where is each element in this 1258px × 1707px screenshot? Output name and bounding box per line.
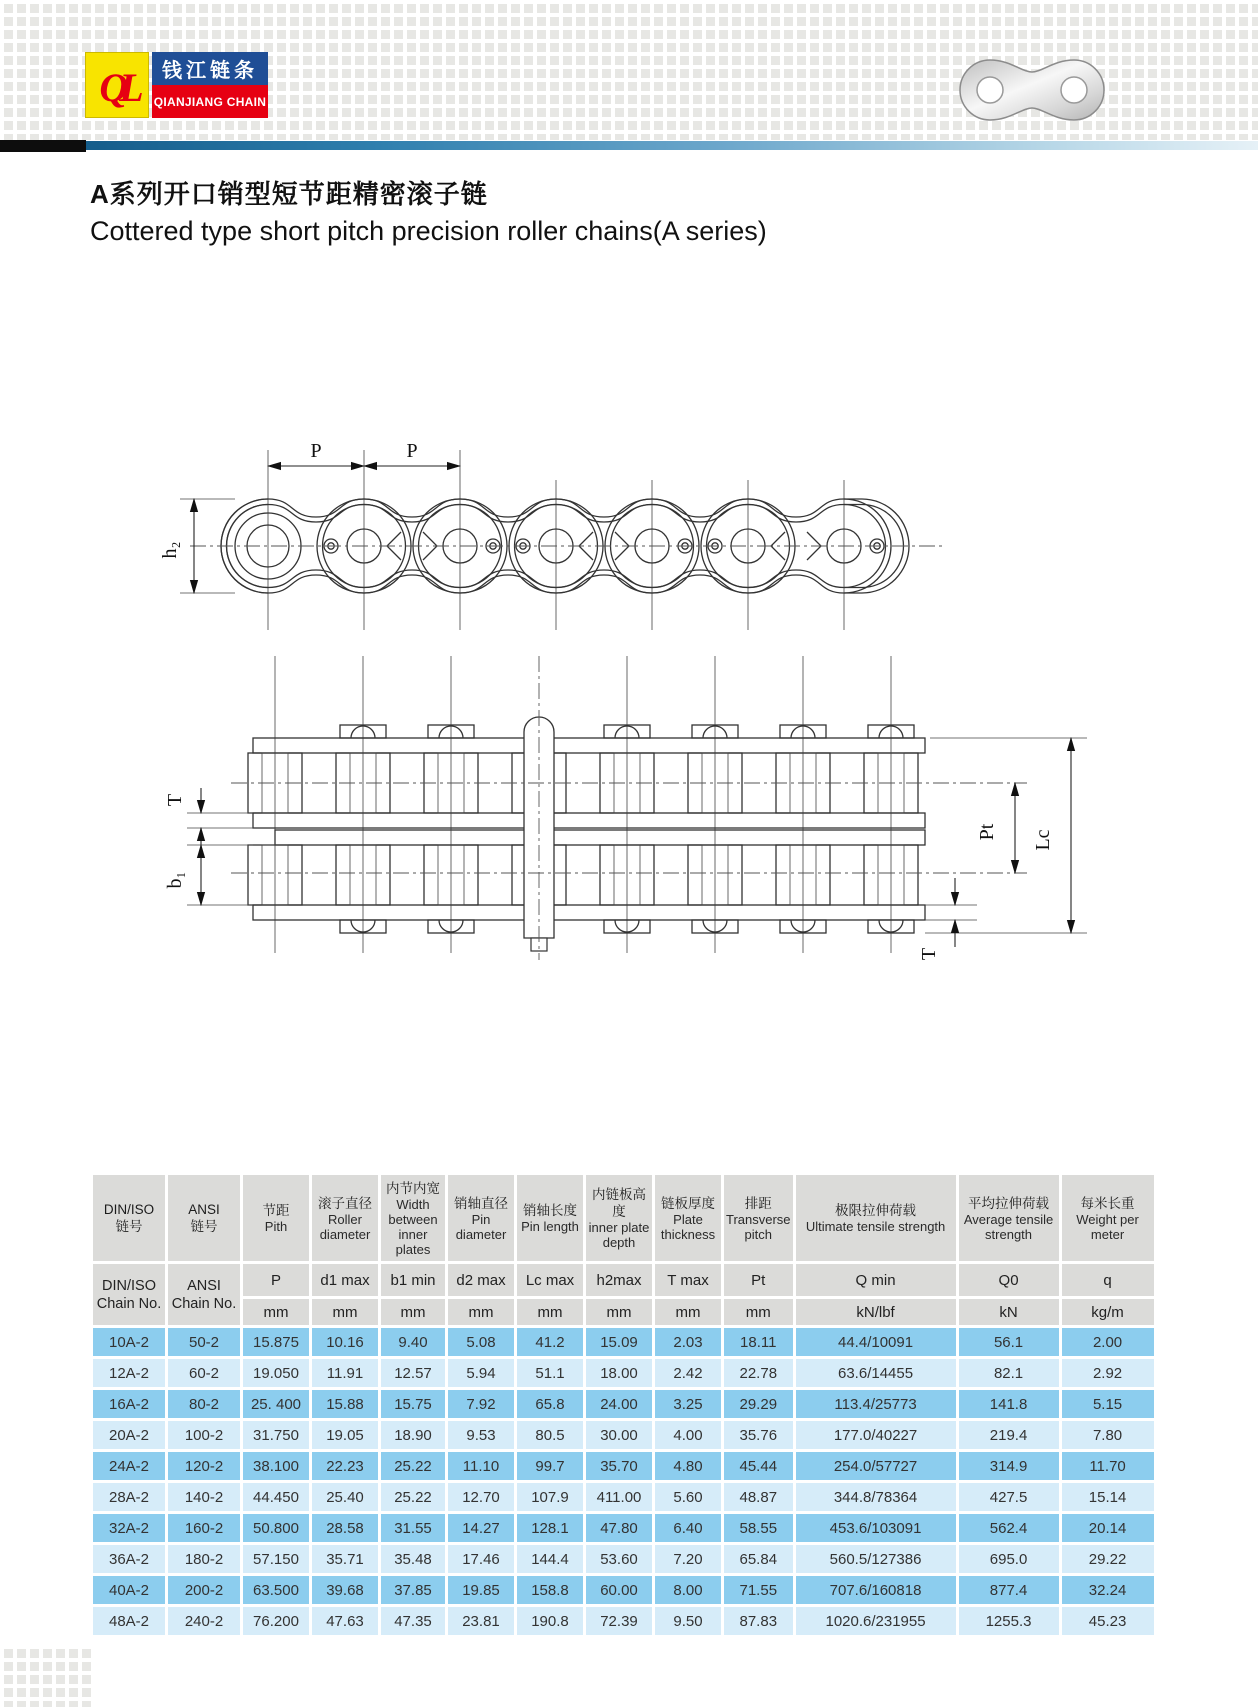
table-cell: 254.0/57727	[796, 1452, 956, 1480]
symbol-header: Lc max	[517, 1264, 583, 1296]
table-cell: 47.80	[586, 1514, 652, 1542]
dim-t-bottom-label: T	[918, 947, 940, 961]
table-cell: 39.68	[312, 1576, 378, 1604]
table-cell: 1020.6/231955	[796, 1607, 956, 1635]
table-cell: 35.76	[724, 1421, 793, 1449]
table-cell: 19.05	[312, 1421, 378, 1449]
table-cell: 65.8	[517, 1390, 583, 1418]
table-cell: 57.150	[243, 1545, 309, 1573]
table-cell: 8.00	[655, 1576, 721, 1604]
header-line: inner plate depth	[588, 1220, 650, 1250]
table-cell: 15.88	[312, 1390, 378, 1418]
header-line: Plate thickness	[660, 1211, 716, 1242]
table-cell: 4.80	[655, 1452, 721, 1480]
table-row	[93, 1545, 1154, 1573]
table-cell: 560.5/127386	[796, 1545, 956, 1573]
symbol-header: Q min	[796, 1264, 956, 1296]
table-head	[93, 1175, 1154, 1325]
unit-header: mm	[448, 1299, 514, 1325]
header-line: Pin length	[521, 1219, 579, 1234]
table-cell: 24A-2	[93, 1452, 165, 1480]
table-cell: 71.55	[724, 1576, 793, 1604]
title-block	[90, 176, 767, 250]
sub-line: ANSI	[187, 1277, 221, 1294]
table-cell: 56.1	[959, 1328, 1059, 1356]
plate-hole-right	[1061, 77, 1087, 103]
table-cell: 2.00	[1062, 1328, 1154, 1356]
table-cell: 80.5	[517, 1421, 583, 1449]
table-cell: 22.23	[312, 1452, 378, 1480]
footer-dot-pattern	[0, 1645, 95, 1707]
table-row	[93, 1421, 1154, 1449]
table-cell: 47.35	[381, 1607, 445, 1635]
column-header	[448, 1175, 514, 1261]
table-cell: 7.20	[655, 1545, 721, 1573]
table-cell: 9.40	[381, 1328, 445, 1356]
table-cell: 99.7	[517, 1452, 583, 1480]
table-row	[93, 1359, 1154, 1387]
table-cell: 37.85	[381, 1576, 445, 1604]
divider-black-segment	[0, 140, 86, 152]
chain-no-header	[168, 1264, 240, 1325]
column-header	[724, 1175, 793, 1261]
table-cell: 4.00	[655, 1421, 721, 1449]
table-cell: 5.08	[448, 1328, 514, 1356]
header-line: Pith	[264, 1219, 288, 1234]
table-cell: 28.58	[312, 1514, 378, 1542]
table-cell: 87.83	[724, 1607, 793, 1635]
table-cell: 9.53	[448, 1421, 514, 1449]
table-cell: 23.81	[448, 1607, 514, 1635]
header-line: 销轴直径	[454, 1195, 508, 1211]
table-cell: 35.71	[312, 1545, 378, 1573]
unit-header: kg/m	[1062, 1299, 1154, 1325]
page-title-cn: A系列开口销型短节距精密滚子链	[90, 179, 488, 209]
column-header	[959, 1175, 1059, 1261]
table-cell: 44.4/10091	[796, 1328, 956, 1356]
table-cell: 113.4/25773	[796, 1390, 956, 1418]
table-cell: 60.00	[586, 1576, 652, 1604]
header-line: Ultimate tensile strength	[805, 1219, 946, 1234]
table-cell: 6.40	[655, 1514, 721, 1542]
header-line: ANSI	[188, 1202, 220, 1217]
table-cell: 2.92	[1062, 1359, 1154, 1387]
table-cell: 31.55	[381, 1514, 445, 1542]
side-view-diagram	[150, 428, 980, 643]
unit-header: mm	[655, 1299, 721, 1325]
column-header	[796, 1175, 956, 1261]
header-line: 内链板高度	[592, 1187, 646, 1219]
chain-no-header	[93, 1264, 165, 1325]
table-cell: 47.63	[312, 1607, 378, 1635]
table-cell: 28A-2	[93, 1483, 165, 1511]
table-row	[93, 1514, 1154, 1542]
table-cell: 120-2	[168, 1452, 240, 1480]
table-cell: 19.050	[243, 1359, 309, 1387]
table-cell: 2.03	[655, 1328, 721, 1356]
table-row	[93, 1452, 1154, 1480]
dim-lc-label: Lc	[1032, 829, 1054, 851]
column-header	[586, 1175, 652, 1261]
table-cell: 50-2	[168, 1328, 240, 1356]
table-cell: 158.8	[517, 1576, 583, 1604]
table-cell: 16A-2	[93, 1390, 165, 1418]
table-cell: 18.90	[381, 1421, 445, 1449]
header-line: 销轴长度	[523, 1203, 577, 1218]
table-cell: 107.9	[517, 1483, 583, 1511]
table-cell: 128.1	[517, 1514, 583, 1542]
table-cell: 29.29	[724, 1390, 793, 1418]
header-line: Weight per meter	[1076, 1211, 1139, 1242]
table-cell: 53.60	[586, 1545, 652, 1573]
plate-hole-left	[977, 77, 1003, 103]
symbol-header: P	[243, 1264, 309, 1296]
spec-table	[90, 1172, 1157, 1638]
sub-line: Chain No.	[96, 1295, 162, 1312]
brand-name-cn: 钱江链条	[152, 52, 268, 85]
table-cell: 80-2	[168, 1390, 240, 1418]
table-cell: 40A-2	[93, 1576, 165, 1604]
column-header	[93, 1175, 165, 1261]
table-cell: 25. 400	[243, 1390, 309, 1418]
divider-bar	[0, 140, 1258, 152]
header-line: 平均拉伸荷载	[968, 1195, 1050, 1211]
table-cell: 24.00	[586, 1390, 652, 1418]
table-cell: 19.85	[448, 1576, 514, 1604]
table-cell: 35.48	[381, 1545, 445, 1573]
sub-line: DIN/ISO	[102, 1277, 156, 1294]
table-row	[93, 1390, 1154, 1418]
dim-t-left-label: T	[164, 793, 186, 807]
dim-p1-label: P	[310, 440, 322, 462]
table-cell: 177.0/40227	[796, 1421, 956, 1449]
dim-pt-label: Pt	[976, 823, 998, 841]
table-cell: 15.75	[381, 1390, 445, 1418]
table-cell: 15.09	[586, 1328, 652, 1356]
table-cell: 50.800	[243, 1514, 309, 1542]
table-cell: 36A-2	[93, 1545, 165, 1573]
unit-header: mm	[381, 1299, 445, 1325]
table-cell: 25.22	[381, 1483, 445, 1511]
table-cell: 14.27	[448, 1514, 514, 1542]
symbol-header: b1 min	[381, 1264, 445, 1296]
header-row-names	[93, 1175, 1154, 1261]
table-cell: 100-2	[168, 1421, 240, 1449]
table-cell: 7.92	[448, 1390, 514, 1418]
table-cell: 7.80	[1062, 1421, 1154, 1449]
table-cell: 15.875	[243, 1328, 309, 1356]
brand-name-block	[152, 52, 268, 118]
table-cell: 877.4	[959, 1576, 1059, 1604]
table-cell: 51.1	[517, 1359, 583, 1387]
table-cell: 11.91	[312, 1359, 378, 1387]
dim-h2-label: h₂	[159, 541, 181, 559]
table-cell: 144.4	[517, 1545, 583, 1573]
header-line: Average tensile strength	[963, 1211, 1054, 1242]
table-cell: 30.00	[586, 1421, 652, 1449]
column-header	[381, 1175, 445, 1261]
table-cell: 25.22	[381, 1452, 445, 1480]
table-cell: 141.8	[959, 1390, 1059, 1418]
table-cell: 82.1	[959, 1359, 1059, 1387]
table-cell: 18.00	[586, 1359, 652, 1387]
table-cell: 48A-2	[93, 1607, 165, 1635]
table-body	[93, 1328, 1154, 1635]
table-cell: 25.40	[312, 1483, 378, 1511]
header-line: 节距	[262, 1203, 290, 1218]
table-cell: 31.750	[243, 1421, 309, 1449]
header-row-units	[93, 1299, 1154, 1325]
chain-plan-view	[248, 656, 925, 960]
table-cell: 10A-2	[93, 1328, 165, 1356]
table-cell: 32.24	[1062, 1576, 1154, 1604]
brand-monogram: QL	[99, 65, 135, 110]
table-cell: 38.100	[243, 1452, 309, 1480]
brand-logo	[85, 52, 149, 118]
spec-table-wrap	[90, 1172, 1157, 1638]
page-title-en: Cottered type short pitch precision roller chains(A series)	[90, 216, 767, 246]
table-cell: 60-2	[168, 1359, 240, 1387]
table-cell: 45.44	[724, 1452, 793, 1480]
unit-header: mm	[312, 1299, 378, 1325]
plan-view-diagram	[135, 648, 1125, 968]
dim-b1-label: b₁	[164, 871, 186, 889]
table-cell: 10.16	[312, 1328, 378, 1356]
column-header	[312, 1175, 378, 1261]
table-cell: 63.6/14455	[796, 1359, 956, 1387]
table-cell: 12.70	[448, 1483, 514, 1511]
divider-blue-gradient	[86, 141, 1258, 150]
symbol-header: Q0	[959, 1264, 1059, 1296]
symbol-header: q	[1062, 1264, 1154, 1296]
table-cell: 180-2	[168, 1545, 240, 1573]
table-cell: 45.23	[1062, 1607, 1154, 1635]
table-cell: 41.2	[517, 1328, 583, 1356]
unit-header: kN/lbf	[796, 1299, 956, 1325]
table-cell: 411.00	[586, 1483, 652, 1511]
column-header	[168, 1175, 240, 1261]
table-cell: 72.39	[586, 1607, 652, 1635]
table-cell: 9.50	[655, 1607, 721, 1635]
table-cell: 63.500	[243, 1576, 309, 1604]
dim-p2-label: P	[406, 440, 418, 462]
header-line: 链板厚度	[661, 1195, 715, 1211]
table-cell: 562.4	[959, 1514, 1059, 1542]
table-cell: 11.10	[448, 1452, 514, 1480]
table-cell: 65.84	[724, 1545, 793, 1573]
unit-header: mm	[586, 1299, 652, 1325]
table-row	[93, 1328, 1154, 1356]
unit-header: kN	[959, 1299, 1059, 1325]
table-cell: 344.8/78364	[796, 1483, 956, 1511]
header-line: Width between inner plates	[388, 1196, 438, 1257]
header-line: 链号	[190, 1219, 218, 1234]
unit-header: mm	[243, 1299, 309, 1325]
symbol-header: Pt	[724, 1264, 793, 1296]
header-line: Roller diameter	[319, 1211, 371, 1242]
sub-line: Chain No.	[171, 1295, 237, 1312]
table-cell: 427.5	[959, 1483, 1059, 1511]
column-header	[243, 1175, 309, 1261]
unit-header: mm	[517, 1299, 583, 1325]
header-row-symbols	[93, 1264, 1154, 1296]
symbol-header: T max	[655, 1264, 721, 1296]
table-cell: 2.42	[655, 1359, 721, 1387]
table-cell: 12A-2	[93, 1359, 165, 1387]
symbol-header: h2max	[586, 1264, 652, 1296]
table-cell: 17.46	[448, 1545, 514, 1573]
table-cell: 48.87	[724, 1483, 793, 1511]
table-cell: 5.94	[448, 1359, 514, 1387]
table-cell: 3.25	[655, 1390, 721, 1418]
table-cell: 22.78	[724, 1359, 793, 1387]
table-cell: 12.57	[381, 1359, 445, 1387]
table-cell: 20A-2	[93, 1421, 165, 1449]
column-header	[1062, 1175, 1154, 1261]
table-cell: 1255.3	[959, 1607, 1059, 1635]
table-cell: 29.22	[1062, 1545, 1154, 1573]
header-line: 链号	[115, 1219, 143, 1234]
table-row	[93, 1576, 1154, 1604]
table-row	[93, 1483, 1154, 1511]
chain-plate-illustration	[952, 45, 1112, 130]
column-header	[517, 1175, 583, 1261]
table-cell: 32A-2	[93, 1514, 165, 1542]
column-header	[655, 1175, 721, 1261]
header-line: 极限拉伸荷载	[835, 1203, 917, 1218]
table-cell: 44.450	[243, 1483, 309, 1511]
table-cell: 11.70	[1062, 1452, 1154, 1480]
header-line: DIN/ISO	[103, 1202, 155, 1217]
table-cell: 190.8	[517, 1607, 583, 1635]
table-cell: 453.6/103091	[796, 1514, 956, 1542]
table-cell: 18.11	[724, 1328, 793, 1356]
header-line: 滚子直径	[318, 1195, 372, 1211]
symbol-header: d1 max	[312, 1264, 378, 1296]
table-cell: 76.200	[243, 1607, 309, 1635]
table-cell: 58.55	[724, 1514, 793, 1542]
table-cell: 240-2	[168, 1607, 240, 1635]
table-cell: 35.70	[586, 1452, 652, 1480]
table-cell: 695.0	[959, 1545, 1059, 1573]
table-cell: 314.9	[959, 1452, 1059, 1480]
table-cell: 15.14	[1062, 1483, 1154, 1511]
table-cell: 707.6/160818	[796, 1576, 956, 1604]
table-cell: 219.4	[959, 1421, 1059, 1449]
table-cell: 140-2	[168, 1483, 240, 1511]
header-line: 内节内宽	[386, 1180, 440, 1196]
unit-header: mm	[724, 1299, 793, 1325]
table-cell: 5.15	[1062, 1390, 1154, 1418]
table-cell: 5.60	[655, 1483, 721, 1511]
header-line: 每米长重	[1080, 1195, 1135, 1211]
header-line: Pin diameter	[455, 1211, 507, 1242]
header-line: 排距	[744, 1195, 772, 1211]
table-row	[93, 1607, 1154, 1635]
table-cell: 20.14	[1062, 1514, 1154, 1542]
brand-name-en: QIANJIANG CHAIN	[152, 85, 268, 118]
chain-side-view	[221, 450, 909, 630]
table-cell: 200-2	[168, 1576, 240, 1604]
brand-monogram-icon	[86, 53, 148, 117]
symbol-header: d2 max	[448, 1264, 514, 1296]
table-cell: 160-2	[168, 1514, 240, 1542]
header-line: Transverse pitch	[726, 1211, 791, 1242]
